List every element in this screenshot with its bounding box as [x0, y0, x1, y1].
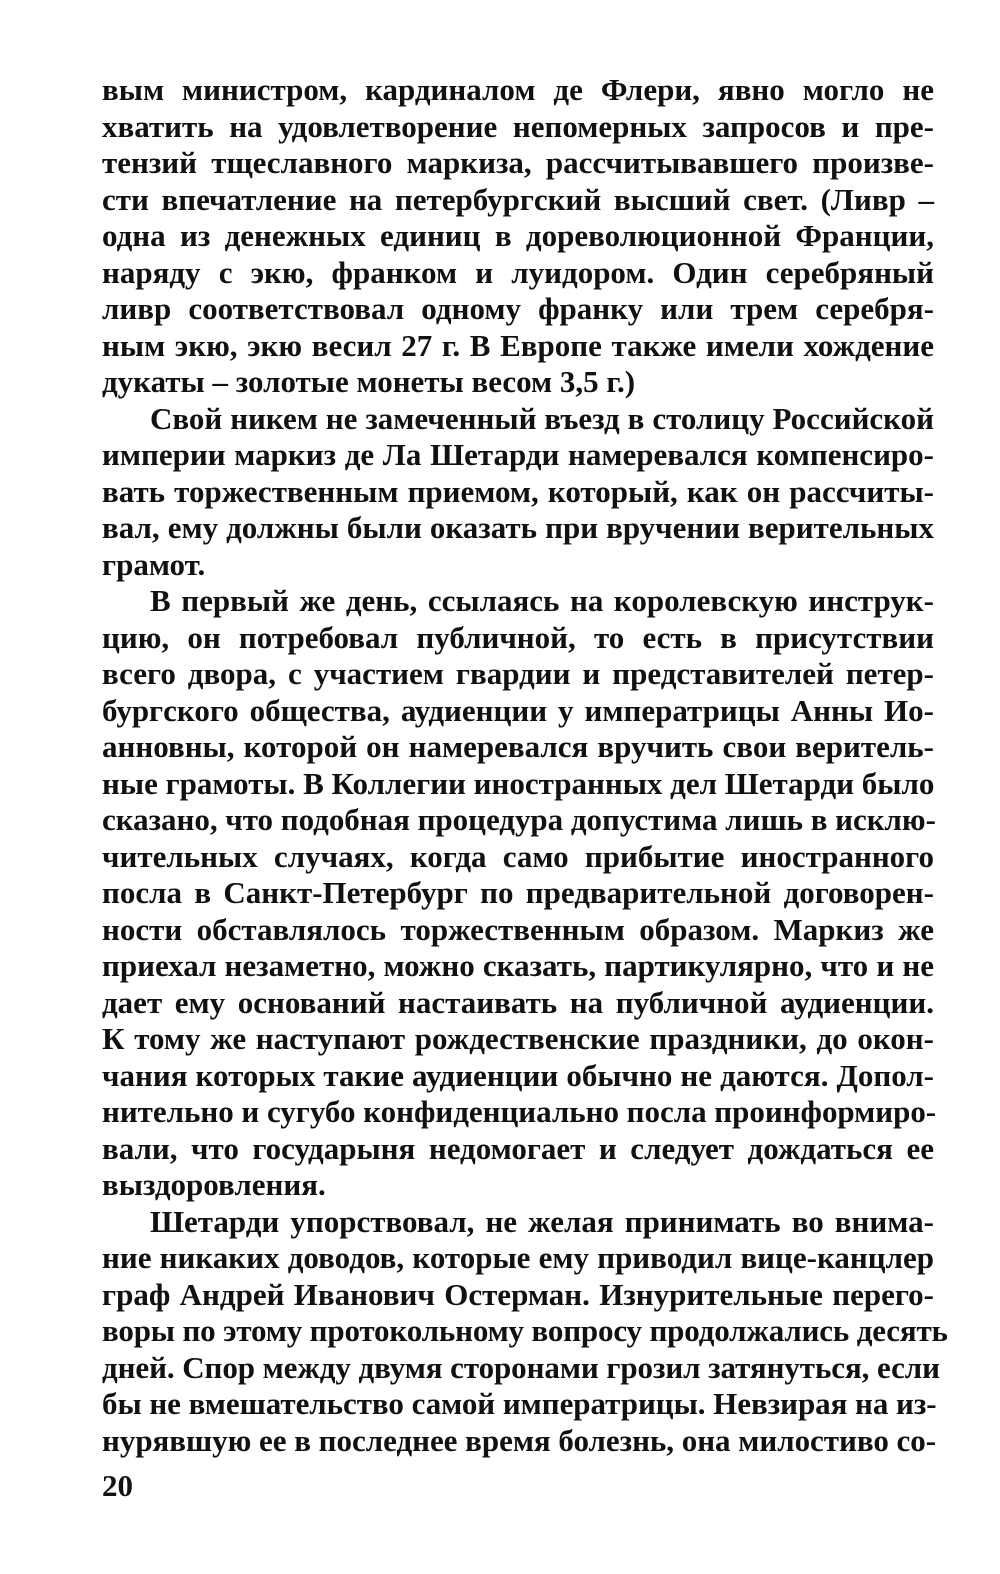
text-line: ным экю, экю весил 27 г. В Европе также имели хождение	[102, 327, 934, 363]
text-line: бы не вмешательство самой императрицы. Невзирая на из-	[102, 1386, 937, 1421]
text-line: ные грамоты. В Коллегии иностранных дел Шетарди было	[102, 765, 935, 801]
text-line: выздоровления.	[102, 1167, 326, 1202]
text-line: ние никаких доводов, которые ему приводил вице-канцлер	[102, 1240, 934, 1275]
text-line: В первый же день, ссылаясь на королевскую инструк-	[150, 583, 934, 618]
text-line: граф Андрей Иванович Остерман. Изнурительные перего-	[102, 1276, 934, 1312]
text-line: Шетарди упорствовал, не желая принимать во внима-	[150, 1203, 934, 1239]
text-line: ливр соответствовал одному франку или трем серебря-	[102, 291, 934, 326]
text-line: тензий тщеславного маркиза, рассчитывавшего произве-	[102, 145, 934, 180]
text-line: одна из денежных единиц в дореволюционной Франции,	[102, 218, 934, 253]
text-line: вать торжественным приемом, который, как он рассчиты-	[102, 473, 934, 509]
text-line: вым министром, кардиналом де Флери, явно могло не	[102, 72, 934, 107]
text-line: империи маркиз де Ла Шетарди намеревался компенсиро-	[102, 437, 934, 472]
text-line: анновны, которой он намеревался вручить свои веритель-	[102, 729, 934, 764]
text-line: сказано, что подобная процедура допустима лишь в исклю-	[102, 802, 936, 837]
text-line: всего двора, с участием гвардии и представителей петер-	[102, 656, 934, 691]
text-line: нурявшую ее в последнее время болезнь, она милостиво со-	[102, 1422, 937, 1458]
page-number: 20	[102, 1468, 133, 1503]
paragraph	[102, 72, 934, 401]
paragraph	[102, 583, 937, 1204]
text-line: дней. Спор между двумя сторонами грозил затянуться, если	[102, 1349, 940, 1385]
text-line: вали, что государыня недомогает и следует дождаться ее	[102, 1130, 934, 1166]
text-line: посла в Санкт-Петербург по предварительной договорен-	[102, 875, 934, 910]
text-line: сти впечатление на петербургский высший свет. (Ливр –	[102, 181, 934, 217]
text-line: К тому же наступают рождественские праздники, до окон-	[102, 1021, 934, 1056]
text-line: воры по этому протокольному вопросу продолжались десять	[102, 1313, 948, 1348]
text-line: чания которых такие аудиенции обычно не даются. Допол-	[102, 1057, 934, 1093]
text-line: дукаты – золотые монеты весом 3,5 г.)	[102, 364, 636, 399]
text-line: Свой никем не замеченный въезд в столицу Российской	[150, 400, 934, 436]
text-line: чительных случаях, когда само прибытие иностранного	[102, 838, 934, 874]
text-line: хватить на удовлетворение непомерных запросов и пре-	[102, 108, 934, 144]
paragraph	[102, 401, 934, 584]
paragraph	[102, 1203, 948, 1460]
text-line: дает ему оснований настаивать на публичной аудиенции.	[102, 984, 934, 1020]
text-line: приехал незаметно, можно сказать, партикулярно, что и не	[102, 948, 934, 983]
body-text	[102, 72, 948, 1459]
text-line: вал, ему должны были оказать при вручении верительных	[102, 510, 934, 545]
text-line: цию, он потребовал публичной, то есть в присутствии	[102, 619, 934, 655]
text-line: бургского общества, аудиенции у императрицы Анны Ио-	[102, 692, 934, 728]
text-line: грамот.	[102, 546, 206, 582]
text-line: наряду с экю, франком и луидором. Один серебряный	[102, 254, 934, 290]
text-line: нительно и сугубо конфиденциально посла проинформиро-	[102, 1094, 937, 1129]
text-line: ности обставлялось торжественным образом. Маркиз же	[102, 911, 934, 947]
